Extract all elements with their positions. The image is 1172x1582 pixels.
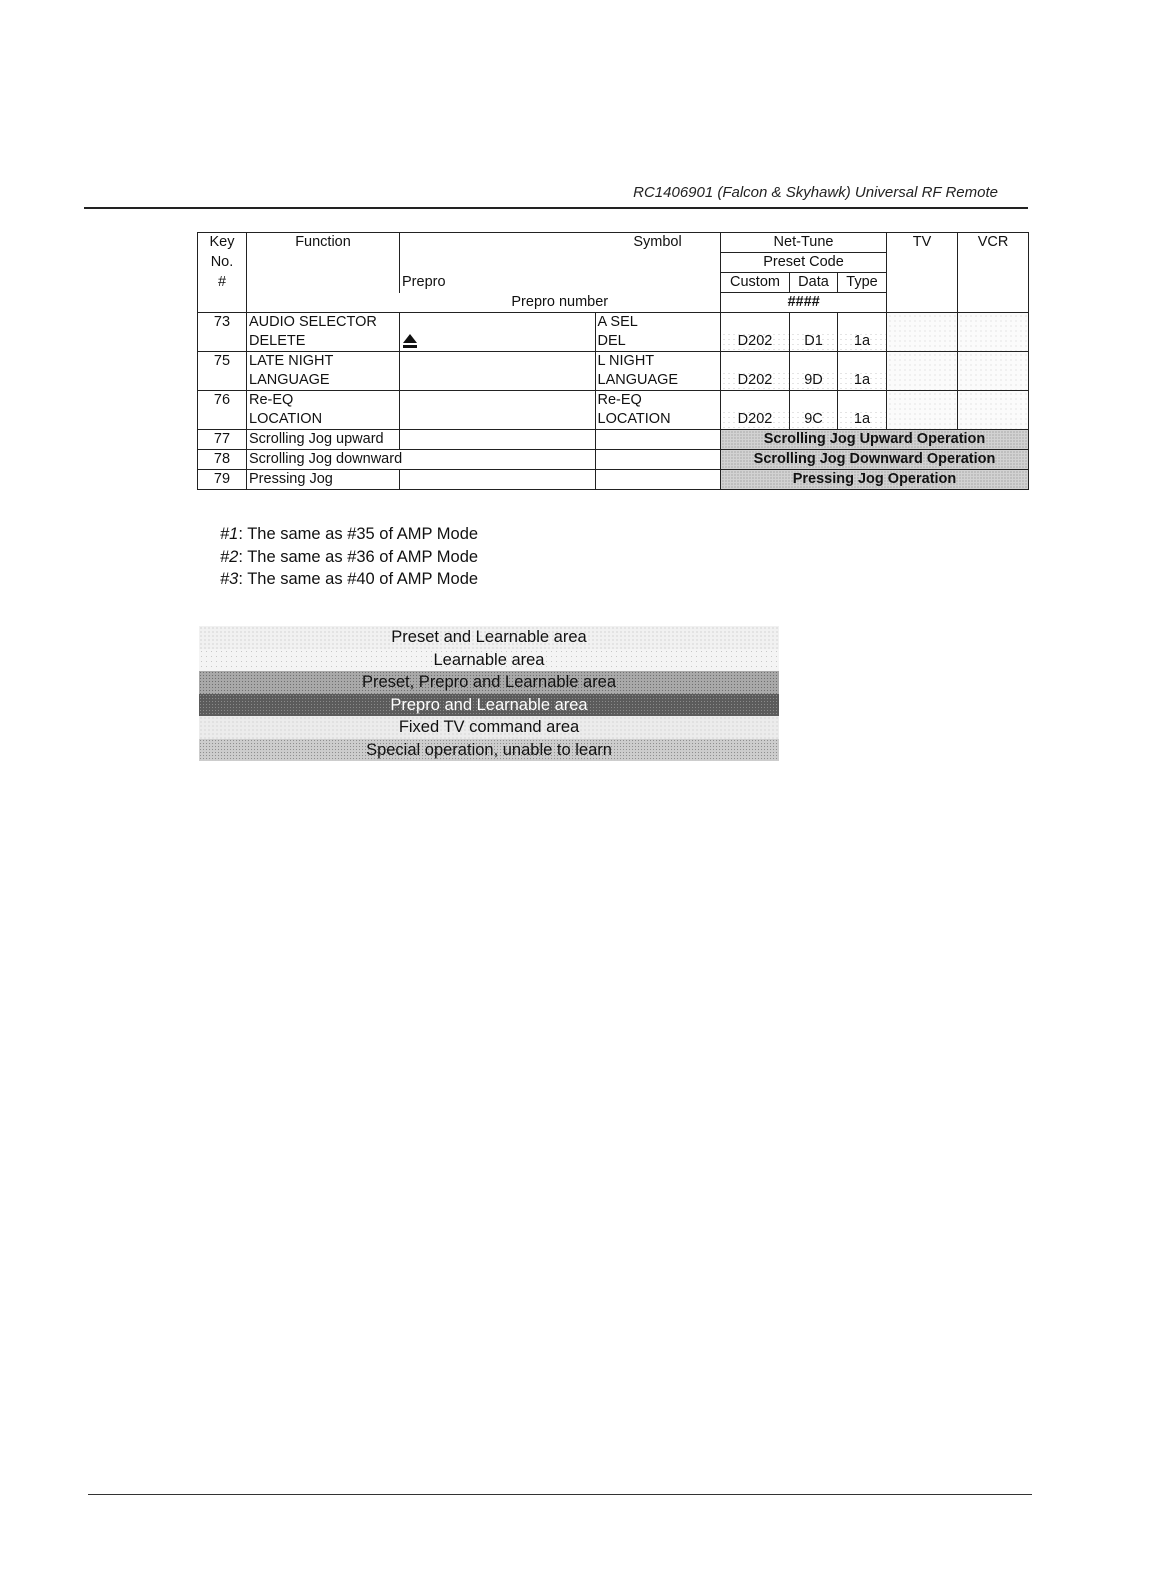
cell-key: 73 [198, 313, 247, 333]
cell-key: 75 [198, 352, 247, 372]
footnote: #1: The same as #35 of AMP Mode [220, 525, 479, 543]
cell-tv [887, 391, 958, 430]
table-row [198, 313, 1029, 333]
cell-custom: D202 [721, 410, 790, 430]
cell-tv [887, 313, 958, 352]
cell-function: Re-EQ [247, 391, 400, 411]
cell-tv [887, 352, 958, 391]
cell-key: 77 [198, 430, 247, 450]
cell-key: 79 [198, 470, 247, 490]
cell-function: Pressing Jog [247, 470, 400, 490]
cell-symbol: DEL [595, 332, 721, 352]
cell-operation: Scrolling Jog Upward Operation [721, 430, 1029, 450]
cell-key: 78 [198, 450, 247, 470]
cell-custom: D202 [721, 371, 790, 391]
cell-custom: D202 [721, 332, 790, 352]
header-prepro-blank [400, 233, 596, 253]
header-data: Data [790, 273, 838, 293]
header-hash: #### [721, 293, 887, 313]
header-rule [84, 207, 1028, 209]
cell-function: LATE NIGHT [247, 352, 400, 372]
cell-data: D1 [790, 332, 838, 352]
header-vcr: VCR [958, 233, 1029, 253]
header-key: Key [198, 233, 247, 253]
cell-type: 1a [838, 371, 887, 391]
cell-vcr [958, 313, 1029, 352]
cell-function: Scrolling Jog downward [247, 450, 596, 470]
table-header-row [198, 273, 1029, 293]
cell-data: 9C [790, 410, 838, 430]
table-header-row [198, 293, 1029, 313]
header-preset-code: Preset Code [721, 253, 887, 273]
cell-operation: Pressing Jog Operation [721, 470, 1029, 490]
header-tv: TV [887, 233, 958, 253]
header-prepro: Prepro [400, 273, 596, 293]
cell-function: Scrolling Jog upward [247, 430, 400, 450]
footer-rule [88, 1494, 1032, 1495]
cell-operation: Scrolling Jog Downward Operation [721, 450, 1029, 470]
cell-key: 76 [198, 391, 247, 411]
table-row [198, 430, 1029, 450]
header-prepro-number: Prepro number [400, 293, 721, 313]
cell-vcr [958, 391, 1029, 430]
cell-function: DELETE [247, 332, 400, 352]
document-header-title: RC1406901 (Falcon & Skyhawk) Universal RF Remote [633, 184, 998, 201]
shading-legend [199, 626, 779, 761]
cell-function: LOCATION [247, 410, 400, 430]
cell-type: 1a [838, 332, 887, 352]
key-code-table [197, 232, 1029, 490]
legend-prepro-learnable: Prepro and Learnable area [199, 694, 779, 717]
table-header-row [198, 233, 1029, 253]
cell-prepro [400, 332, 596, 352]
legend-preset-learnable: Preset and Learnable area [199, 626, 779, 649]
cell-function: AUDIO SELECTOR [247, 313, 400, 333]
cell-symbol: A SEL [595, 313, 721, 333]
table-row [198, 450, 1029, 470]
cell-symbol: Re-EQ [595, 391, 721, 411]
table-row [198, 470, 1029, 490]
cell-symbol: L NIGHT [595, 352, 721, 372]
eject-icon [402, 333, 418, 349]
header-symbol: Symbol [595, 233, 721, 253]
cell-type: 1a [838, 410, 887, 430]
legend-preset-prepro-learnable: Preset, Prepro and Learnable area [199, 671, 779, 694]
footnote: #2: The same as #36 of AMP Mode [220, 547, 479, 566]
header-type: Type [838, 273, 887, 293]
cell-vcr [958, 352, 1029, 391]
legend-fixed-tv: Fixed TV command area [199, 716, 779, 739]
table-row [198, 352, 1029, 372]
header-key-no: No. [198, 253, 247, 273]
footnote: #3: The same as #40 of AMP Mode [220, 570, 479, 588]
table-row [198, 391, 1029, 411]
footnotes [220, 523, 478, 591]
header-nettune: Net-Tune [721, 233, 887, 253]
cell-symbol: LANGUAGE [595, 371, 721, 391]
cell-function: LANGUAGE [247, 371, 400, 391]
legend-learnable: Learnable area [199, 649, 779, 672]
header-function: Function [247, 233, 400, 253]
cell-data: 9D [790, 371, 838, 391]
cell-symbol: LOCATION [595, 410, 721, 430]
legend-special-operation: Special operation, unable to learn [199, 739, 779, 762]
header-key-hash: # [198, 273, 247, 293]
header-custom: Custom [721, 273, 790, 293]
table-header-row [198, 253, 1029, 273]
